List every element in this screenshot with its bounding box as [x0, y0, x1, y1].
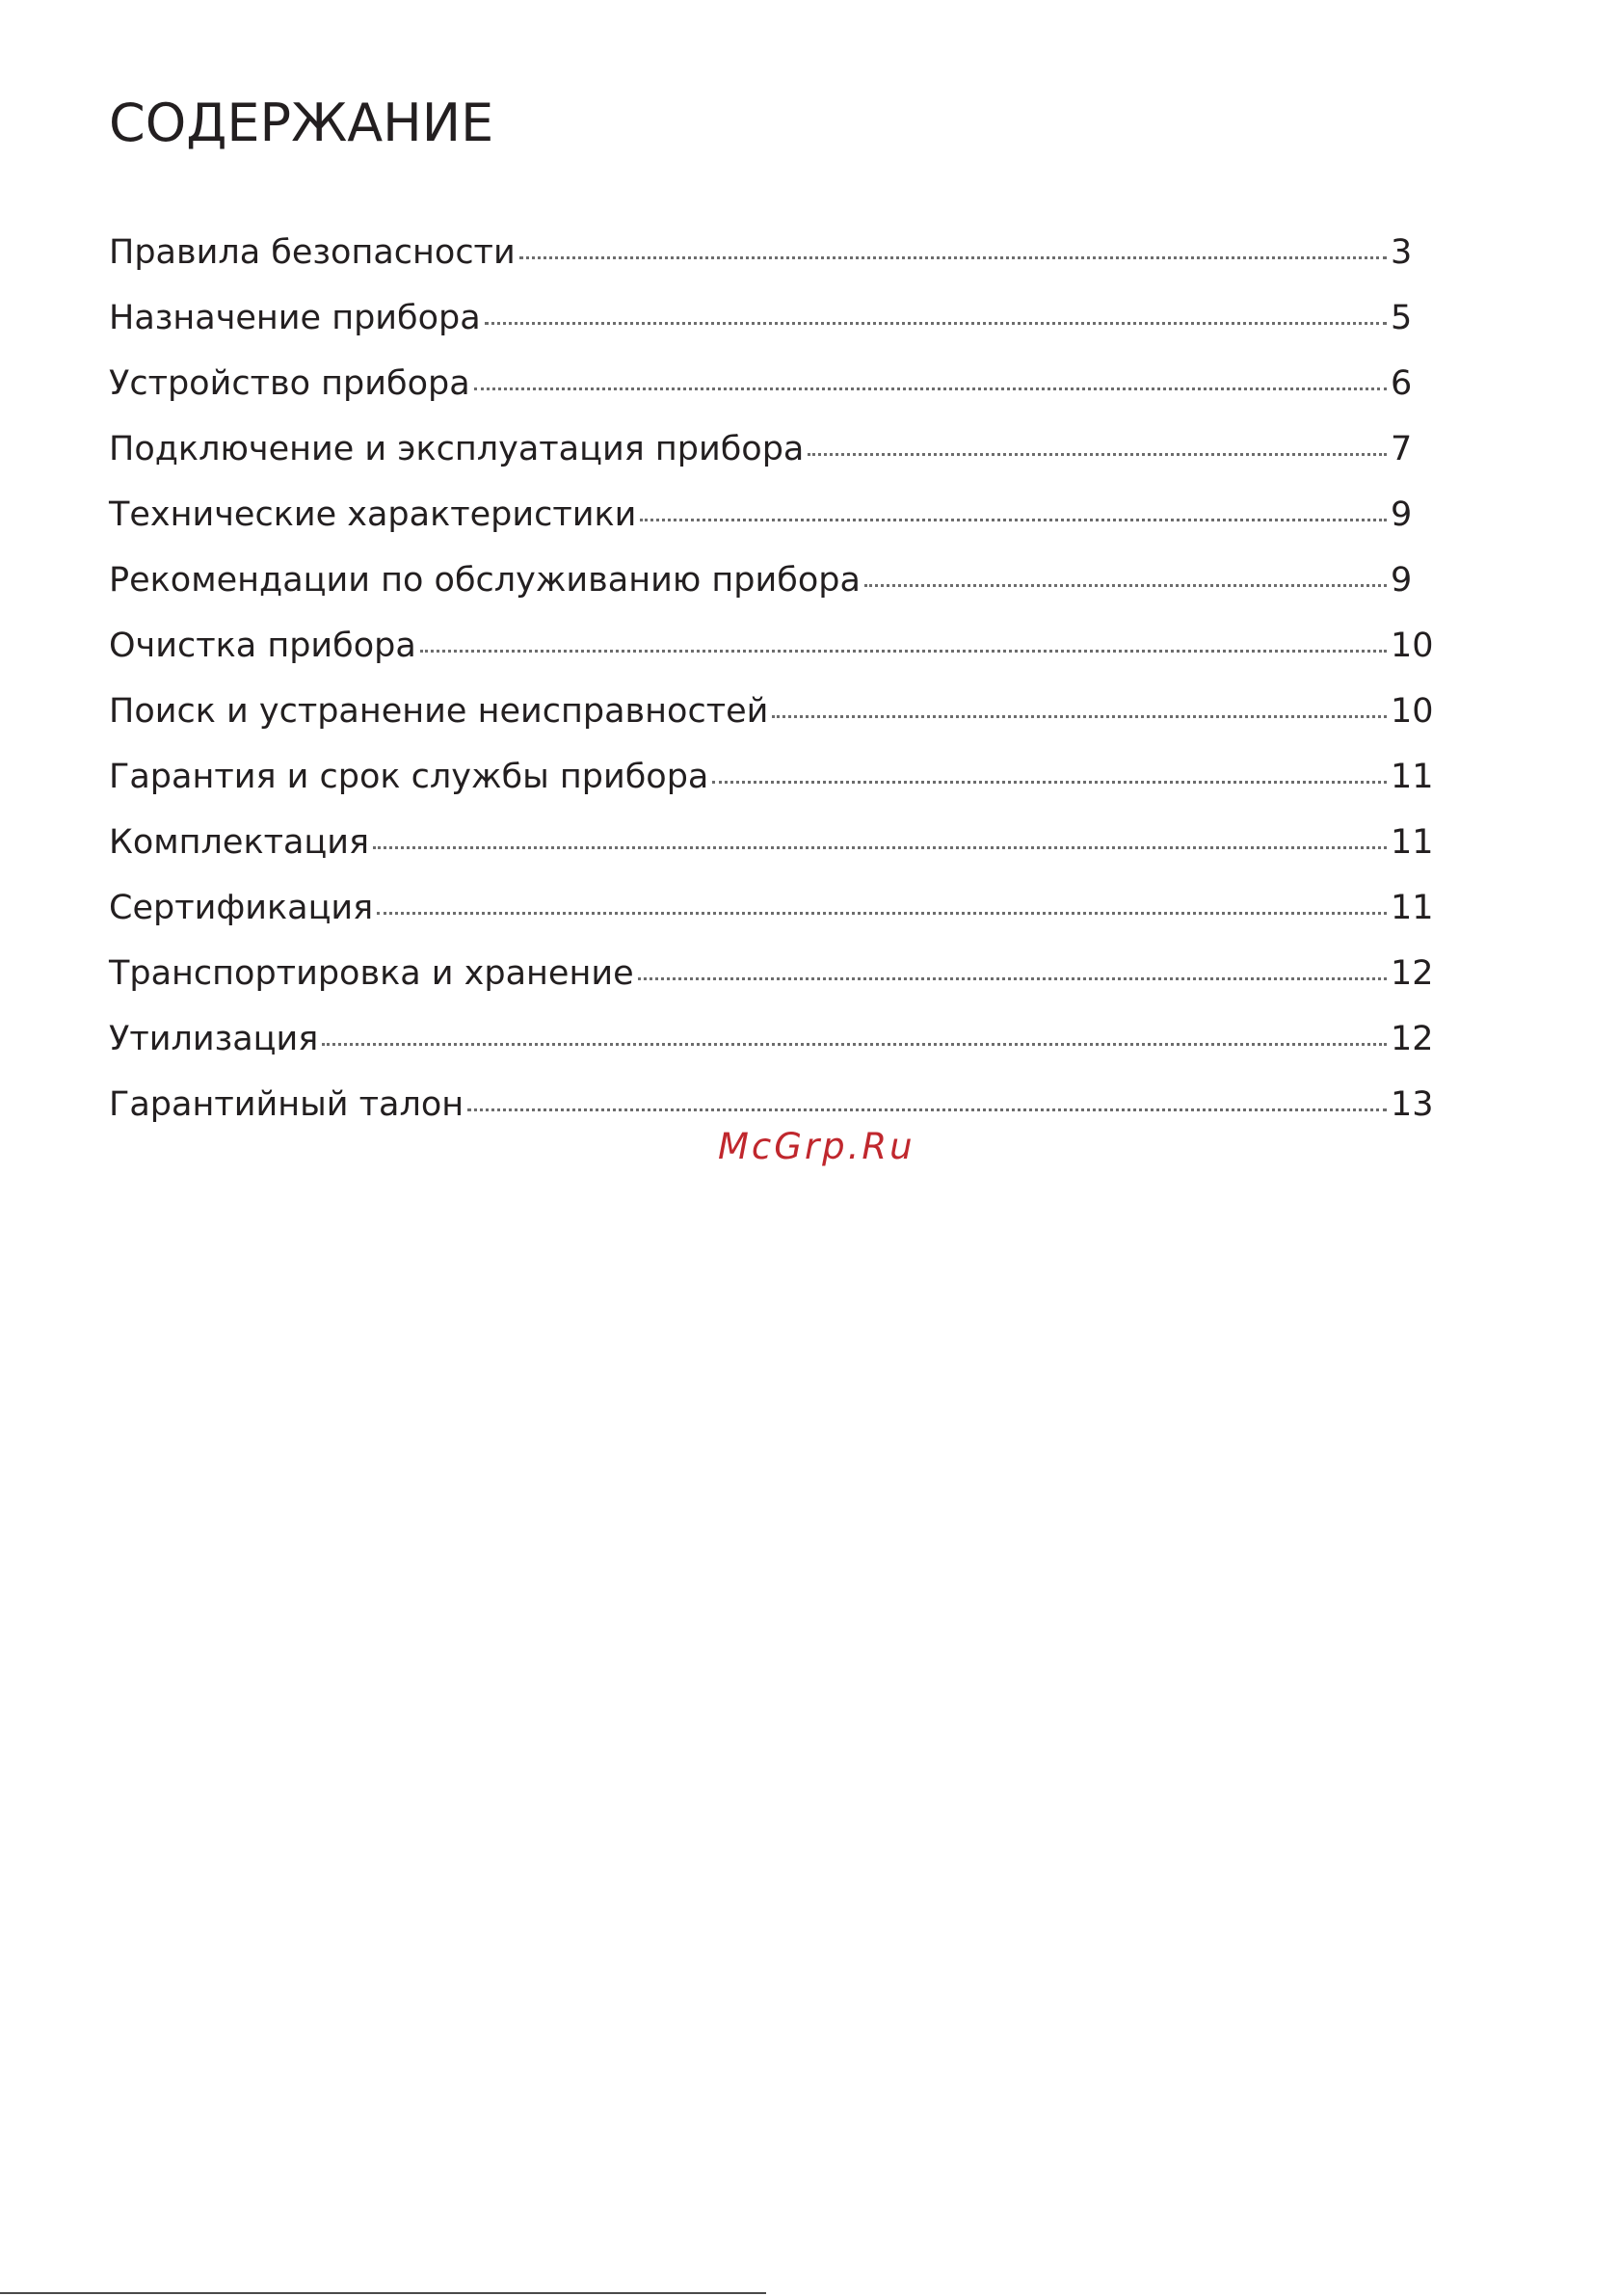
- dot-leader: [808, 453, 1387, 456]
- toc-entry-page: 11: [1391, 758, 1434, 796]
- toc-entry-title: Устройство прибора: [109, 364, 470, 403]
- toc-entry[interactable]: [109, 945, 1439, 1010]
- toc-entry-page: 10: [1391, 627, 1434, 665]
- toc-entry[interactable]: [109, 879, 1439, 945]
- toc-entry-title: Сертификация: [109, 889, 374, 927]
- toc-entry-title: Подключение и эксплуатация прибора: [109, 430, 805, 468]
- toc-entry-title: Утилизация: [109, 1020, 319, 1058]
- toc-entry[interactable]: [109, 224, 1439, 289]
- toc-entry-page: 11: [1391, 889, 1434, 927]
- toc-entry-title: Правила безопасности: [109, 233, 516, 272]
- toc-entry[interactable]: [109, 1010, 1439, 1076]
- toc-entry-page: 10: [1391, 692, 1434, 731]
- toc-entry[interactable]: [109, 355, 1439, 420]
- dot-leader: [474, 387, 1387, 390]
- toc-entry[interactable]: [109, 289, 1439, 355]
- toc-entry[interactable]: [109, 682, 1439, 748]
- page-divider: [0, 2292, 766, 2294]
- dot-leader: [420, 650, 1387, 653]
- dot-leader: [485, 322, 1387, 325]
- toc-entry-title: Гарантийный талон: [109, 1085, 464, 1124]
- toc-entry-page: 12: [1391, 1020, 1434, 1058]
- dot-leader: [712, 781, 1387, 784]
- dot-leader: [377, 912, 1387, 915]
- toc-entry-page: 6: [1391, 364, 1413, 403]
- watermark: McGrp.Ru: [718, 1126, 915, 1167]
- toc-entry[interactable]: [109, 814, 1439, 879]
- toc-entry-title: Поиск и устранение неисправностей: [109, 692, 769, 731]
- toc-entry[interactable]: [109, 617, 1439, 682]
- toc-entry[interactable]: [109, 551, 1439, 617]
- dot-leader: [467, 1108, 1387, 1111]
- dot-leader: [519, 256, 1387, 259]
- toc-entry-page: 13: [1391, 1085, 1434, 1124]
- toc-entry-title: Гарантия и срок службы прибора: [109, 758, 709, 796]
- dot-leader: [373, 846, 1387, 849]
- toc-entry-page: 12: [1391, 954, 1434, 993]
- dot-leader: [322, 1043, 1387, 1046]
- toc-entry-page: 9: [1391, 561, 1413, 600]
- toc-entry-title: Рекомендации по обслуживанию прибора: [109, 561, 861, 600]
- toc-entry-title: Технические характеристики: [109, 495, 637, 534]
- dot-leader: [864, 584, 1387, 587]
- toc-entry[interactable]: [109, 748, 1439, 814]
- dot-leader: [640, 519, 1387, 521]
- toc-entry[interactable]: [109, 420, 1439, 486]
- dot-leader: [772, 715, 1387, 718]
- toc-entry-page: 11: [1391, 823, 1434, 862]
- toc-entry-page: 3: [1391, 233, 1413, 272]
- page-title: СОДЕРЖАНИЕ: [109, 93, 494, 153]
- toc-entry-title: Комплектация: [109, 823, 370, 862]
- toc-entry-page: 9: [1391, 495, 1413, 534]
- toc-entry-title: Очистка прибора: [109, 627, 416, 665]
- toc-entry-title: Назначение прибора: [109, 299, 481, 337]
- toc-entry-page: 7: [1391, 430, 1413, 468]
- toc-entry-page: 5: [1391, 299, 1413, 337]
- toc-entry-title: Транспортировка и хранение: [109, 954, 634, 993]
- toc-entry[interactable]: [109, 486, 1439, 551]
- table-of-contents: [109, 224, 1439, 1141]
- dot-leader: [638, 977, 1387, 980]
